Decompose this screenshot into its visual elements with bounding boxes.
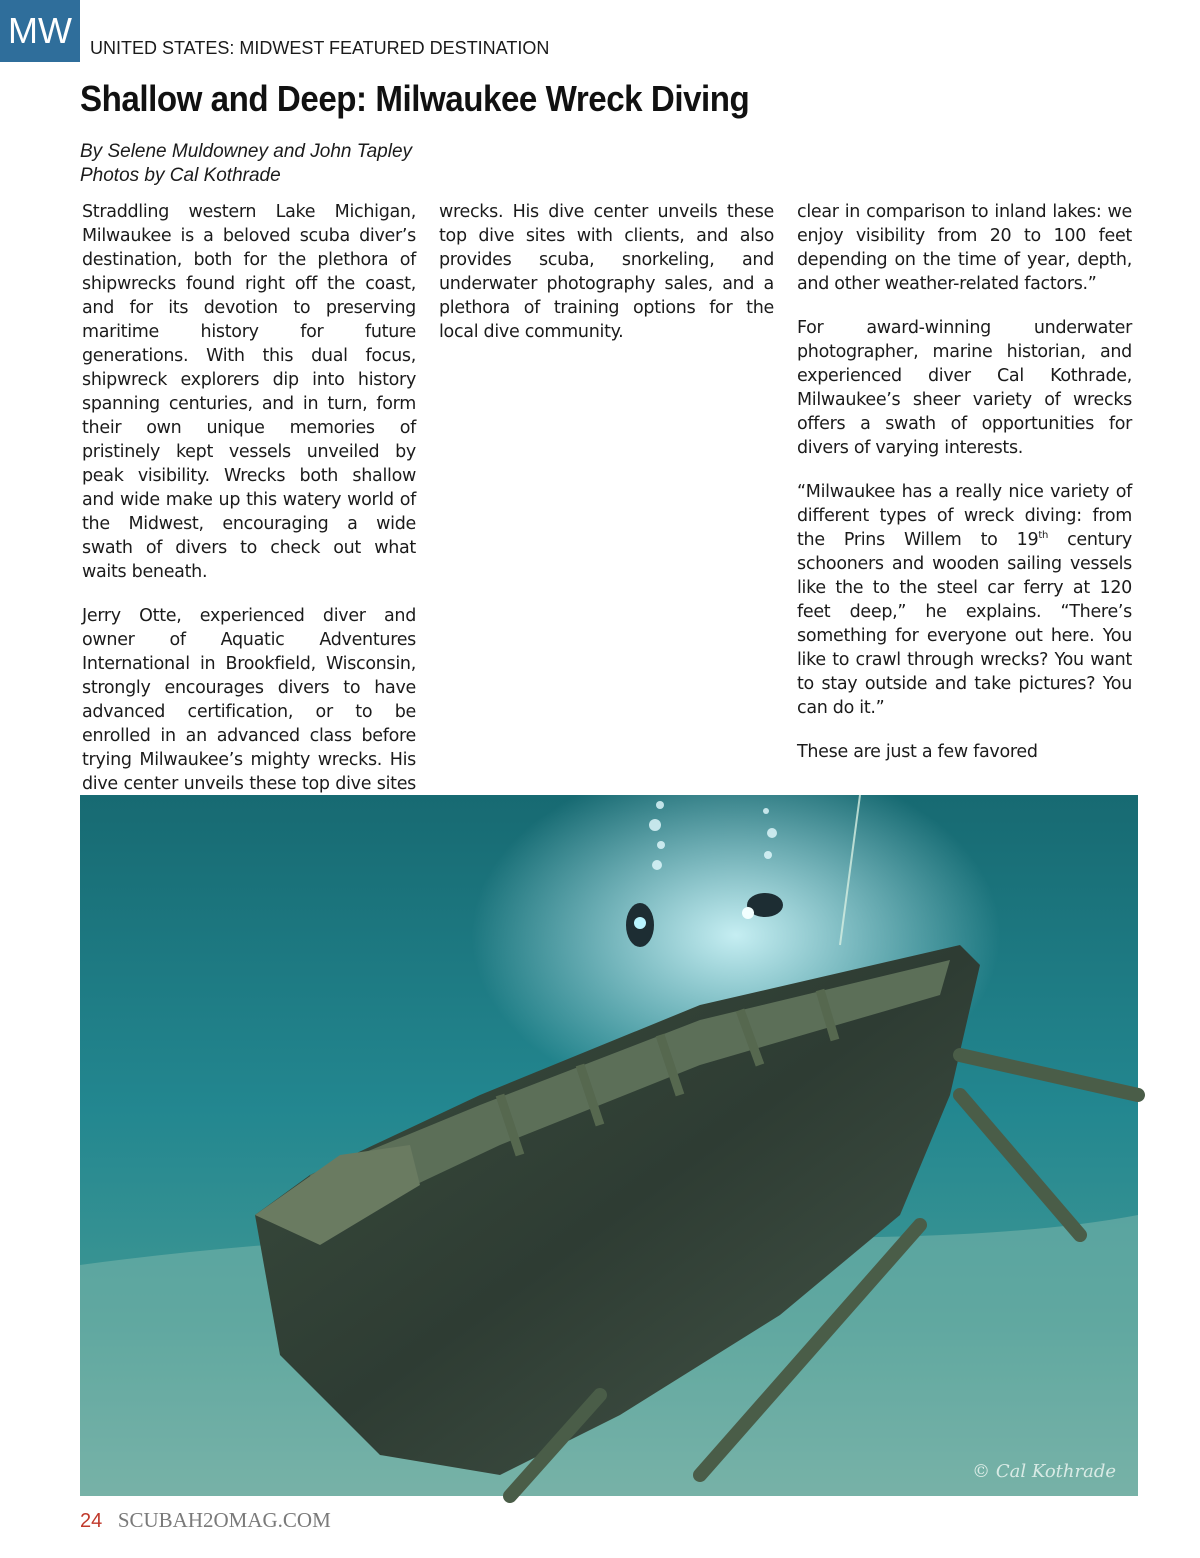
paragraph: For award-winning underwater photographer, marine historian, and experienced diver Cal Kothrade, Milwaukee’s sheer variety of wrecks offers a swath of opportunities for divers of varying interests. xyxy=(797,318,1132,458)
paragraph: These are just a few favored xyxy=(797,742,1038,762)
diver-1 xyxy=(626,903,654,947)
photo-watermark: © Cal Kothrade xyxy=(972,1461,1116,1482)
section-label: UNITED STATES: MIDWEST FEATURED DESTINATION xyxy=(90,38,550,58)
page-number: 24 xyxy=(80,1510,103,1532)
paragraph: wrecks. His dive center unveils these top dive sites with clients, and also provides scuba, snorkeling, and underwater photography sales, and a plethora of training options for the local dive community. xyxy=(439,202,774,342)
article-title: Shallow and Deep: Milwaukee Wreck Diving xyxy=(80,78,750,119)
quote-start: “Milwaukee has a really nice variety of different types of wreck diving: from the Prins Willem to 19 xyxy=(797,482,1132,550)
page-footer xyxy=(80,1508,331,1533)
site-name: SCUBAH2OMAG.COM xyxy=(117,1508,331,1532)
shipwreck-photo xyxy=(80,795,1138,1496)
author-credit: By Selene Muldowney and John Tapley xyxy=(80,141,413,162)
byline xyxy=(80,140,412,188)
quote-end: century schooners and wooden sailing vessels like the to the steel car ferry at 120 feet deep,” he explains. “There’s something for everyone out here. You like to crawl through wrecks? You want to stay outside and take pictures? You can do it.” xyxy=(797,530,1132,718)
paragraph: Straddling western Lake Michigan, Milwaukee is a beloved scuba diver’s destination, both for the plethora of shipwrecks found right off the coast, and for its devotion to preserving maritime history for future generations. With this dual focus, shipwreck explorers dip into history spanning centuries, and in turn, form their own unique memories of pristinely kept vessels unveiled by peak visibility. Wrecks both shallow and wide make up this watery world of the Midwest, encouraging a wide swath of divers to check out what waits beneath. xyxy=(82,202,416,582)
text-column-1 xyxy=(82,200,416,794)
paragraph: clear in comparison to inland lakes: we enjoy visibility from 20 to 100 feet depending on the time of year, depth, and other weather-related factors.” xyxy=(797,202,1132,294)
paragraph xyxy=(797,480,1132,720)
section-tab: MW xyxy=(0,0,80,62)
text-column-2-content xyxy=(439,200,774,785)
photo-credit-line: Photos by Cal Kothrade xyxy=(80,165,281,186)
shipwreck-illustration xyxy=(80,795,1138,1496)
text-column-3 xyxy=(797,200,1132,785)
paragraph: Jerry Otte, experienced diver and owner of Aquatic Adventures International in Brookfield, Wisconsin, strongly encourages divers to have advanced certification, or to be enrolled in an advanced class before trying Milwaukee’s mighty wrecks. His dive center unveils these top dive sites xyxy=(82,606,416,794)
ordinal-suffix: th xyxy=(1038,530,1049,542)
